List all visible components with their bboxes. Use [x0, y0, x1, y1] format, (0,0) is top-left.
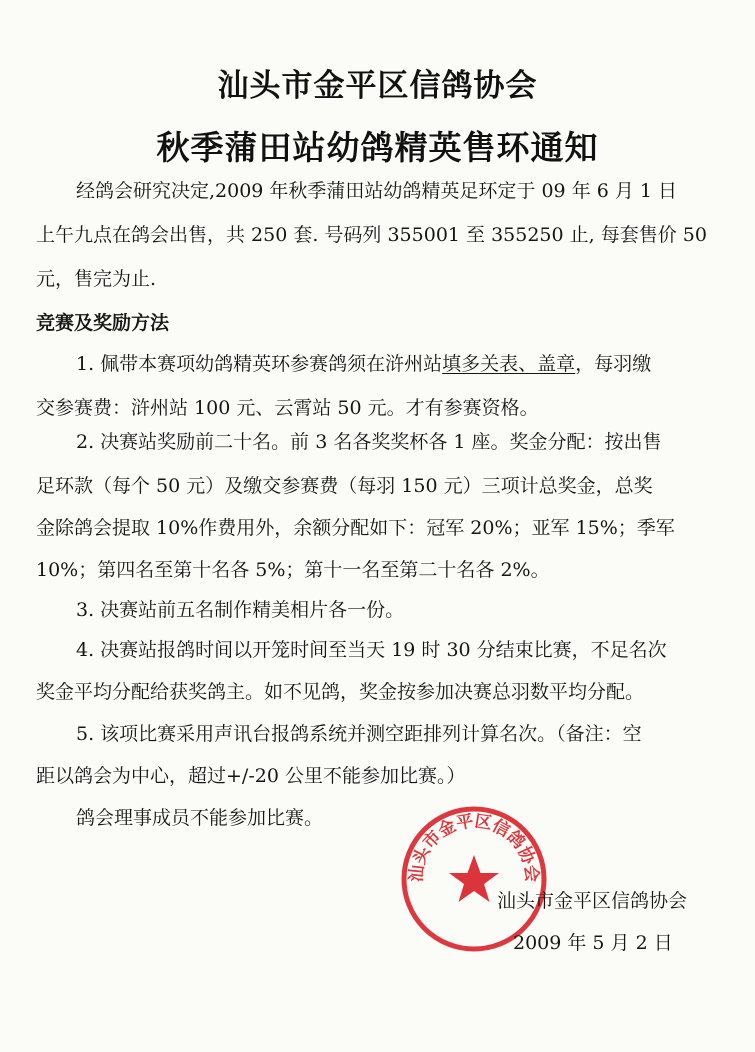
rule-2-line-4: 10%；第四名至第十名各 5%；第十一名至第二十名各 2%。 [36, 559, 550, 581]
rule-2-line-2: 足环款（每个 50 元）及缴交参赛费（每羽 150 元）三项计总奖金，总奖 [36, 475, 653, 497]
seal-text: 汕头市金平区信鸽协会 [406, 811, 542, 884]
signature-date: 2009 年 5 月 2 日 [513, 932, 673, 954]
section-heading: 竞赛及奖励方法 [36, 312, 170, 334]
closing-note: 鸽会理事成员不能参加比赛。 [76, 807, 324, 829]
rule-1-text-b: ，每羽缴 [575, 353, 652, 375]
rule-4-line-1: 4. 决赛站报鸽时间以开笼时间至当天 19 时 30 分结束比赛，不足名次 [76, 639, 667, 661]
rule-1-text-a: 1. 佩带本赛项幼鸽精英环参赛鸽须在浒州站 [76, 353, 443, 375]
rule-1-line-2: 交参赛费：浒州站 100 元、云霄站 50 元。才有参赛资格。 [36, 397, 539, 419]
rule-1-underlined-text: 填多关表、盖章 [442, 353, 576, 375]
rule-5-line-1: 5. 该项比赛采用声讯台报鸽系统并测空距排列计算名次。（备注：空 [76, 723, 642, 745]
intro-line-3: 元，售完为止. [36, 268, 157, 290]
star-icon [449, 855, 499, 902]
rule-2-line-1: 2. 决赛站奖励前二十名。前 3 名各奖奖杯各 1 座。奖金分配：按出售 [76, 431, 662, 453]
rule-2-line-3: 金除鸽会提取 10%作费用外，余额分配如下：冠军 20%；亚军 15%；季军 [36, 517, 675, 539]
signature-organization: 汕头市金平区信鸽协会 [497, 890, 688, 912]
intro-line-1: 经鸽会研究决定,2009 年秋季蒲田站幼鸽精英足环定于 09 年 6 月 1 日 [76, 180, 678, 202]
organization-title: 汕头市金平区信鸽协会 [217, 68, 538, 104]
rule-5-line-2: 距以鸽会为中心，超过+/-20 公里不能参加比赛。） [36, 765, 466, 787]
rule-3-line-1: 3. 决赛站前五名制作精美相片各一份。 [76, 599, 405, 621]
rule-1-line-1 [76, 350, 651, 378]
intro-line-2: 上午九点在鸽会出售，共 250 套. 号码列 355001 至 355250 止, 每套售价 50 [36, 224, 707, 246]
rule-4-line-2: 奖金平均分配给获奖鸽主。如不见鸽，奖金按参加决赛总羽数平均分配。 [36, 681, 645, 703]
notice-title: 秋季蒲田站幼鸽精英售环通知 [156, 128, 599, 167]
